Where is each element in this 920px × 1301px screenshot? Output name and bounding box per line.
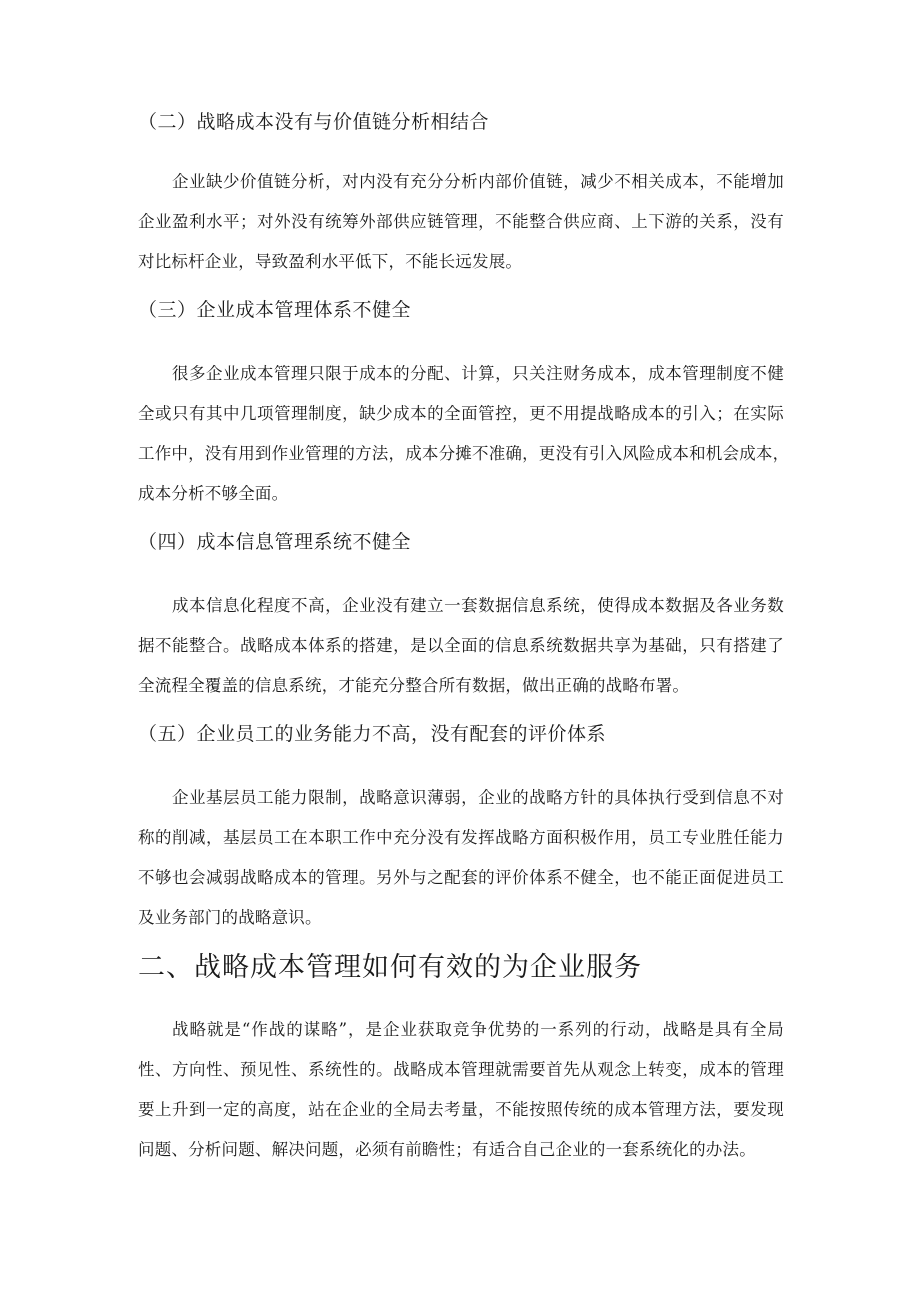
paragraph-line: 企业基层员工能力限制，战略意识薄弱，企业的战略方针的具体执行受到信息不对: [172, 788, 784, 807]
paragraph-line: 很多企业成本管理只限于成本的分配、计算，只关注财务成本，成本管理制度不健: [172, 364, 784, 383]
paragraph-line: 性、方向性、预见性、系统性的。战略成本管理就需要首先从观念上转变，成本的管理: [138, 1060, 784, 1079]
paragraph-line: 成本信息化程度不高，企业没有建立一套数据信息系统，使得成本数据及各业务数: [172, 596, 784, 615]
paragraph-line: 全流程全覆盖的信息系统，才能充分整合所有数据，做出正确的战略布署。: [138, 676, 690, 695]
paragraph-line: 称的削减，基层员工在本职工作中充分没有发挥战略方面积极作用，员工专业胜任能力: [138, 828, 784, 847]
paragraph-line: 不够也会减弱战略成本的管理。另外与之配套的评价体系不健全，也不能正面促进员工: [138, 868, 784, 887]
section-paragraph: [138, 586, 784, 706]
section-paragraph: [138, 354, 790, 514]
paragraph-line: 及业务部门的战略意识。: [138, 908, 322, 927]
chapter-paragraph: [138, 1010, 784, 1170]
paragraph-line: 工作中，没有用到作业管理的方法，成本分摊不准确，更没有引入风险成本和机会成本，: [138, 444, 790, 463]
paragraph-line: 全或只有其中几项管理制度，缺少成本的全面管控，更不用提战略成本的引入；在实际: [138, 404, 784, 423]
section-heading: （二）战略成本没有与价值链分析相结合: [138, 111, 490, 133]
section-paragraph: [138, 162, 784, 282]
paragraph-line: 企业盈利水平；对外没有统筹外部供应链管理，不能整合供应商、上下游的关系，没有: [138, 212, 784, 231]
paragraph-line: 企业缺少价值链分析，对内没有充分分析内部价值链，减少不相关成本，不能增加: [172, 172, 784, 191]
paragraph-line: 对比标杆企业，导致盈利水平低下，不能长远发展。: [138, 252, 523, 271]
paragraph-line: 要上升到一定的高度，站在企业的全局去考量，不能按照传统的成本管理方法，要发现: [138, 1100, 784, 1119]
section-paragraph: [138, 778, 784, 938]
section-heading: （四）成本信息管理系统不健全: [138, 531, 412, 553]
section-heading: （五）企业员工的业务能力不高，没有配套的评价体系: [138, 723, 607, 745]
paragraph-line: 成本分析不够全面。: [138, 484, 289, 503]
paragraph-line: 问题、分析问题、解决问题，必须有前瞻性；有适合自己企业的一套系统化的办法。: [138, 1140, 756, 1159]
paragraph-line: 战略就是“作战的谋略”，是企业获取竞争优势的一系列的行动，战略是具有全局: [172, 1020, 784, 1039]
chapter-heading: 二、战略成本管理如何有效的为企业服务: [138, 952, 642, 983]
section-heading: （三）企业成本管理体系不健全: [138, 299, 412, 321]
paragraph-line: 据不能整合。战略成本体系的搭建，是以全面的信息系统数据共享为基础，只有搭建了: [138, 636, 784, 655]
